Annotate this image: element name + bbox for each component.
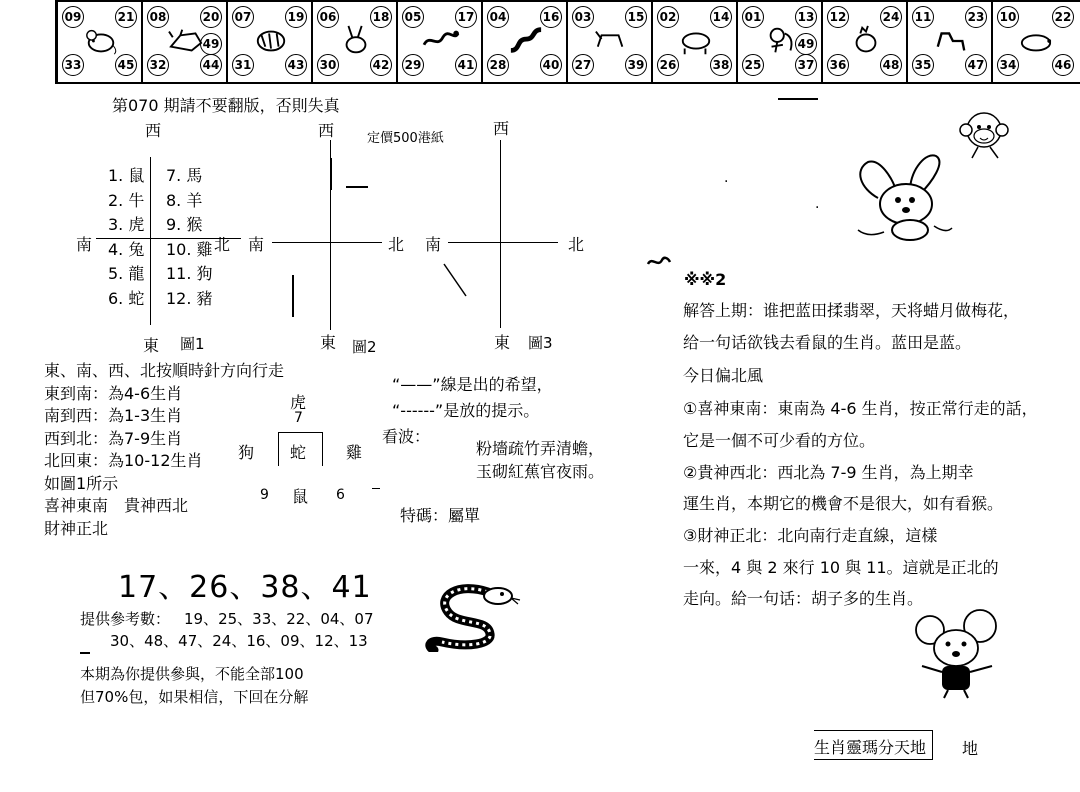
- price-label: 定價500港紙: [367, 131, 444, 146]
- dot-mark: .: [724, 170, 729, 186]
- grid-right-border: [322, 432, 323, 466]
- zodiac-number: 41: [455, 54, 477, 76]
- zodiac-number: 08: [147, 6, 169, 28]
- zodiac-number: 24: [880, 6, 902, 28]
- note-line-2: 但70%包，如果相信，下回在分解: [80, 688, 309, 706]
- zodiac-number: 40: [540, 54, 562, 76]
- fig1-south: 南: [76, 235, 93, 254]
- fig2-hline: [272, 242, 382, 243]
- zodiac-number: 23: [965, 6, 987, 28]
- fig1-east: 東: [143, 336, 160, 355]
- fig3-vline: [500, 140, 501, 328]
- zodiac-number: 11: [912, 6, 934, 28]
- zodiac-number: 38: [710, 54, 732, 76]
- zodiac-number: 33: [62, 54, 84, 76]
- grid-right-rooster: 雞: [346, 443, 363, 462]
- zodiac-number: 31: [232, 54, 254, 76]
- point-3-line-b: 一來，4 與 2 來行 10 與 11。這就是正北的: [683, 558, 999, 577]
- zodiac-number: 25: [742, 54, 764, 76]
- zodiac-number: 06: [317, 6, 339, 28]
- main-numbers: 17、26、38、41: [118, 570, 372, 605]
- answer-line-1: 解答上期：谁把蓝田揉翡翠，天将蜡月做梅花，: [683, 301, 1020, 320]
- tick-mark: .: [815, 196, 820, 212]
- rule-direction: 東、南、西、北按順時針方向行走: [44, 361, 285, 380]
- zodiac-number: 20: [200, 6, 222, 28]
- goat-icon: [677, 24, 715, 58]
- grid-top-border: [278, 432, 323, 433]
- zodiac-number: 32: [147, 54, 169, 76]
- zodiac-list-item: 6. 蛇: [108, 288, 145, 308]
- legend-solid: “——”線是出的希望，: [392, 375, 553, 394]
- grid-dash: [372, 488, 380, 489]
- zodiac-number: 17: [455, 6, 477, 28]
- zodiac-number: 03: [572, 6, 594, 28]
- note-line-1: 本期為你提供參與，不能全部100: [80, 665, 304, 683]
- after-box-text: 地: [962, 739, 979, 758]
- zodiac-number: 09: [62, 6, 84, 28]
- fig1-north: 北: [214, 235, 231, 254]
- zodiac-list-right: [166, 164, 213, 311]
- zodiac-list-item: 4. 兔: [108, 239, 145, 259]
- fig3-north: 北: [568, 235, 585, 254]
- fig2-south: 南: [248, 235, 265, 254]
- zodiac-number: 36: [827, 54, 849, 76]
- zodiac-number: 26: [657, 54, 679, 76]
- fig2-east: 東: [320, 333, 337, 352]
- zodiac-number: 35: [912, 54, 934, 76]
- rabbit-illustration: [848, 148, 958, 244]
- dog-icon: [932, 24, 970, 58]
- fig3-hline: [448, 242, 558, 243]
- ox-icon: [167, 24, 205, 58]
- fig2-west: 西: [318, 121, 335, 140]
- fig2-hope-mark-2: [292, 275, 294, 317]
- zodiac-cell: [568, 2, 653, 82]
- fig3-south: 南: [425, 235, 442, 254]
- rule-south-west: 南到西：為1-3生肖: [44, 406, 183, 425]
- rule-east-south: 東到南：為4-6生肖: [44, 383, 183, 403]
- zodiac-strip: [55, 0, 1080, 84]
- zodiac-list-item: 7. 馬: [166, 166, 203, 185]
- zodiac-number: 04: [487, 6, 509, 28]
- zodiac-number: 19: [285, 6, 307, 28]
- grid-center-snake: 蛇: [290, 443, 307, 462]
- grid-left-border: [278, 432, 279, 466]
- fig2-hope-mark: [330, 158, 332, 190]
- zodiac-number: 21: [115, 6, 137, 28]
- ref-label: 提供參考數：: [80, 610, 171, 628]
- fig2-north: 北: [388, 235, 405, 254]
- zodiac-list-item: 3. 虎: [108, 215, 145, 234]
- point-3-line-c: 走向。給一句话：胡子多的生肖。: [683, 589, 924, 608]
- rule-gods: 喜神東南 貴神西北: [44, 496, 189, 515]
- dragon-icon: [422, 24, 460, 58]
- zodiac-box: [814, 730, 933, 760]
- zodiac-number: 01: [742, 6, 764, 28]
- zodiac-cell: [313, 2, 398, 82]
- monkey-illustration: [958, 106, 1018, 162]
- rule-wealth: 財神正北: [44, 518, 109, 538]
- fig3-west: 西: [493, 119, 510, 138]
- point-1-line-b: 它是一個不可少看的方位。: [683, 431, 876, 450]
- zodiac-number: 43: [285, 54, 307, 76]
- poem-line-2: 玉砌紅蕉官夜雨。: [476, 462, 605, 481]
- zodiac-number: 46: [1052, 54, 1074, 76]
- zodiac-number: 49: [200, 33, 222, 55]
- zodiac-cell: [993, 2, 1078, 82]
- fig1-vline: [150, 157, 151, 325]
- ref-numbers-1: 19、25、33、22、04、07: [184, 610, 374, 628]
- grid-top-tiger: 虎: [290, 393, 307, 412]
- point-3-line-a: ③財神正北：北向南行走直線，這樣: [683, 526, 938, 545]
- point-2-line-a: ②貴神西北：西北為 7-9 生肖，為上期幸: [683, 463, 974, 482]
- special-code: 特碼：屬單: [400, 506, 481, 525]
- grid-bottom-rat: 鼠: [292, 487, 309, 506]
- grid-left-dog: 狗: [238, 443, 255, 462]
- zodiac-list-item: 11. 狗: [166, 264, 213, 283]
- grid-top-number: 7: [294, 410, 303, 426]
- fig3-east: 東: [494, 333, 511, 352]
- zodiac-number: 12: [827, 6, 849, 28]
- point-1-line-a: ①喜神東南：東南為 4-6 生肖，按正常行走的話，: [683, 399, 1038, 418]
- zodiac-cell: [823, 2, 908, 82]
- grid-bottom-left-num: 9: [260, 487, 269, 503]
- zodiac-number: 47: [965, 54, 987, 76]
- zodiac-cell: [228, 2, 313, 82]
- monkey-icon: [762, 24, 800, 58]
- zodiac-number: 42: [370, 54, 392, 76]
- zodiac-number: 10: [997, 6, 1019, 28]
- zodiac-list-item: 12. 豬: [166, 288, 213, 308]
- zodiac-number: 07: [232, 6, 254, 28]
- fig3-diagonal-arrow: [440, 260, 470, 300]
- zodiac-number: 13: [795, 6, 817, 28]
- horse-icon: [592, 24, 630, 58]
- zodiac-cell: [483, 2, 568, 82]
- snake-icon: [507, 24, 545, 58]
- zodiac-number: 48: [880, 54, 902, 76]
- fig2-hope-dash: [346, 186, 368, 188]
- zodiac-cell: [908, 2, 993, 82]
- ref-numbers-2: 30、48、47、24、16、09、12、13: [110, 632, 368, 650]
- zodiac-list-left: [108, 164, 144, 311]
- scroll-ornament-icon: [646, 254, 672, 270]
- rule-north-east: 北回東：為10-12生肖: [44, 451, 203, 470]
- rule-as-fig: 如圖1所示: [44, 473, 119, 493]
- zodiac-box-text: 生肖靈瑪分天地: [814, 738, 927, 757]
- zodiac-cell: [653, 2, 738, 82]
- zodiac-list-item: 2. 牛: [108, 190, 145, 210]
- zodiac-number: 22: [1052, 6, 1074, 28]
- zodiac-number: 16: [540, 6, 562, 28]
- rabbit-icon: [337, 24, 375, 58]
- zodiac-cell: [738, 2, 823, 82]
- zodiac-list-item: 5. 龍: [108, 264, 145, 283]
- zodiac-number: 39: [625, 54, 647, 76]
- poem-line-1: 粉墻疏竹弄清蟾，: [476, 439, 605, 458]
- pig-icon: [1017, 24, 1055, 58]
- notes-dash: [80, 652, 90, 654]
- zodiac-number: 15: [625, 6, 647, 28]
- fig1-west: 西: [145, 121, 162, 140]
- zodiac-number: 44: [200, 54, 222, 76]
- zodiac-list-item: 8. 羊: [166, 190, 203, 210]
- zodiac-list-item: 9. 猴: [166, 215, 203, 234]
- rooster-icon: [847, 24, 885, 58]
- zodiac-number: 45: [115, 54, 137, 76]
- snake-illustration: [418, 582, 524, 652]
- zodiac-cell: [398, 2, 483, 82]
- zodiac-number: 34: [997, 54, 1019, 76]
- wind-direction: 今日偏北風: [683, 366, 764, 385]
- rat-icon: [82, 24, 120, 58]
- section-mark: ※※2: [684, 270, 727, 289]
- zodiac-number: 37: [795, 54, 817, 76]
- zodiac-number: 02: [657, 6, 679, 28]
- top-right-rule: [778, 98, 818, 100]
- zodiac-list-item: 1. 鼠: [108, 166, 145, 185]
- tiger-icon: [252, 24, 290, 58]
- answer-line-2: 给一句话欲钱去看鼠的生肖。蓝田是蓝。: [683, 333, 972, 352]
- zodiac-number: 28: [487, 54, 509, 76]
- rule-west-north: 西到北：為7-9生肖: [44, 428, 183, 448]
- zodiac-number: 18: [370, 6, 392, 28]
- issue-line: 第070 期請不要翻版，否則失真: [112, 96, 340, 115]
- zodiac-number: 27: [572, 54, 594, 76]
- zodiac-cell: [143, 2, 228, 82]
- zodiac-number: 30: [317, 54, 339, 76]
- point-2-line-b: 運生肖，本期它的機會不是很大，如有看猴。: [683, 494, 1004, 513]
- zodiac-list-item: 10. 雞: [166, 239, 213, 259]
- grid-bottom-right-num: 6: [336, 487, 345, 503]
- legend-watch: 看波：: [382, 427, 431, 446]
- zodiac-number: 49: [795, 33, 817, 55]
- zodiac-number: 05: [402, 6, 424, 28]
- fig2-caption: 圖2: [352, 338, 377, 356]
- fig3-caption: 圖3: [528, 334, 553, 352]
- zodiac-number: 29: [402, 54, 424, 76]
- fig1-caption: 圖1: [180, 335, 205, 353]
- zodiac-number: 14: [710, 6, 732, 28]
- legend-dashed: “------”是放的提示。: [392, 401, 540, 420]
- mouse-illustration: [910, 608, 1006, 700]
- zodiac-cell: [58, 2, 143, 82]
